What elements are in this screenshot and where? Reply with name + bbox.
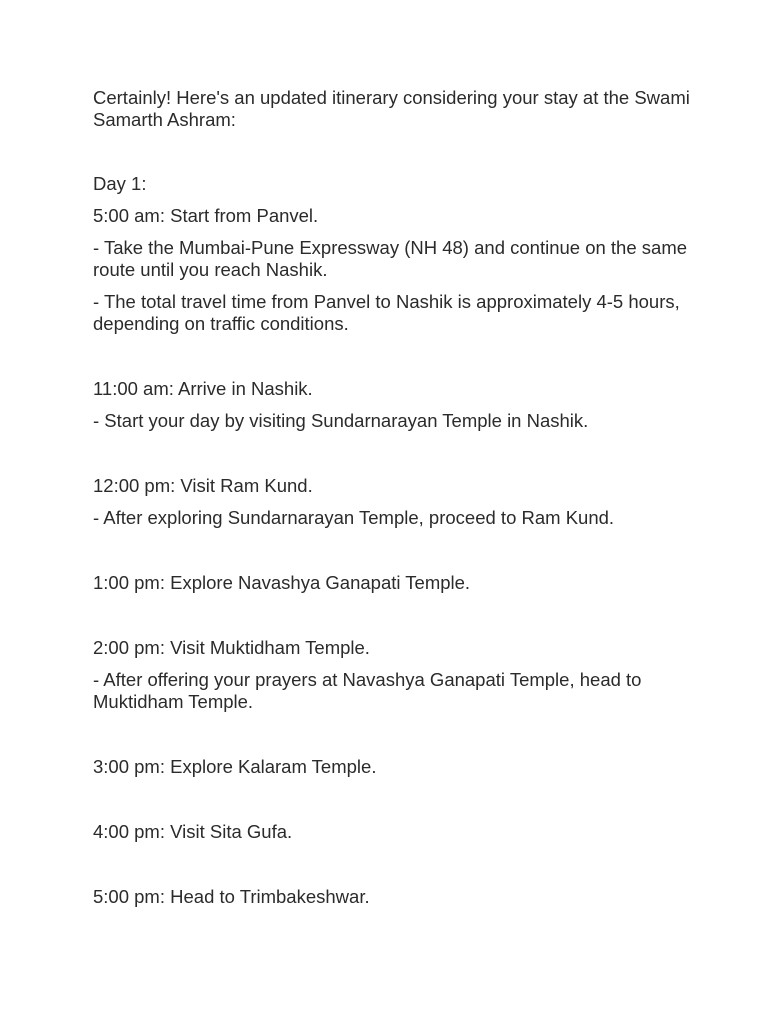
day-heading: Day 1: (93, 173, 147, 194)
itinerary-line: - After exploring Sundarnarayan Temple, proceed to Ram Kund. (93, 507, 615, 528)
itinerary-line: 5:00 am: Start from Panvel. (93, 205, 319, 226)
document-body (93, 87, 693, 918)
itinerary-line: - After offering your prayers at Navashya Ganapati Temple, head to Muktidham Temple. (93, 669, 642, 712)
itinerary-line: 3:00 pm: Explore Kalaram Temple. (93, 756, 377, 777)
spacer (93, 442, 693, 475)
itinerary-line: - Start your day by visiting Sundarnarayan Temple in Nashik. (93, 410, 589, 431)
spacer (93, 604, 693, 637)
spacer (93, 141, 693, 173)
itinerary-line: - Take the Mumbai-Pune Expressway (NH 48) and continue on the same route until you reach Nashik. (93, 237, 688, 280)
spacer (93, 723, 693, 756)
itinerary-line: 11:00 am: Arrive in Nashik. (93, 378, 313, 399)
itinerary-line: 1:00 pm: Explore Navashya Ganapati Temple. (93, 572, 471, 593)
itinerary-line: 2:00 pm: Visit Muktidham Temple. (93, 637, 370, 658)
spacer (93, 853, 693, 886)
itinerary-line: 5:00 pm: Head to Trimbakeshwar. (93, 886, 370, 907)
intro-paragraph: Certainly! Here's an updated itinerary considering your stay at the Swami Samarth Ashram: (93, 87, 690, 130)
spacer (93, 788, 693, 821)
spacer (93, 539, 693, 572)
itinerary-line: - The total travel time from Panvel to Nashik is approximately 4-5 hours, depending on traffic conditions. (93, 291, 680, 334)
itinerary-line: 12:00 pm: Visit Ram Kund. (93, 475, 313, 496)
itinerary-line: 4:00 pm: Visit Sita Gufa. (93, 821, 293, 842)
spacer (93, 345, 693, 378)
